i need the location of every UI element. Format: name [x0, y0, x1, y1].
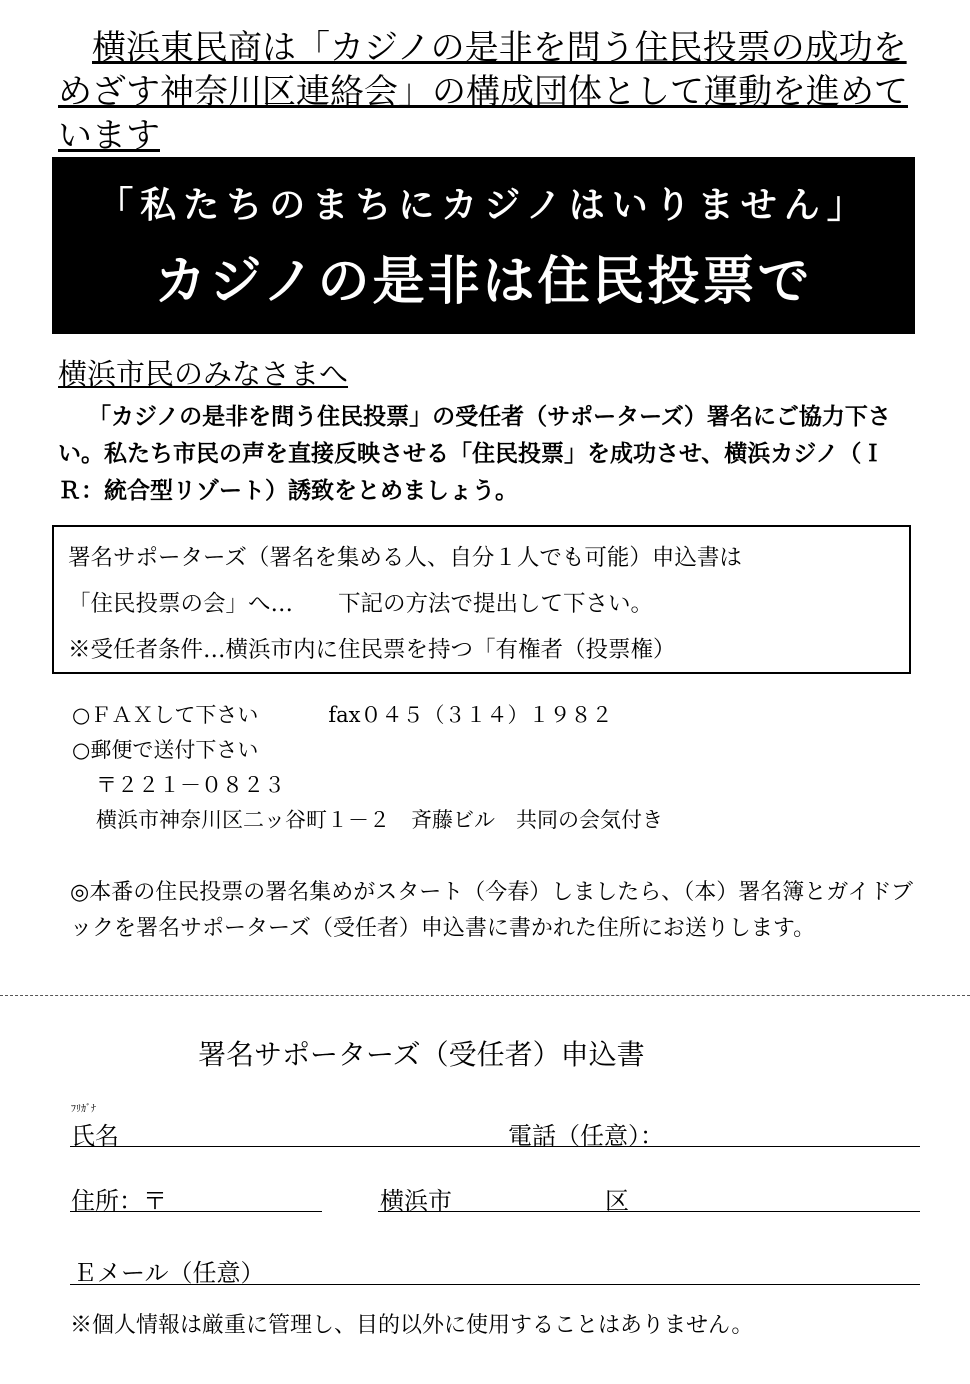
- banner-title: カジノの是非は住民投票で: [154, 252, 813, 312]
- info-line-1: 署名サポーターズ（署名を集める人、自分１人でも可能）申込書は: [68, 545, 742, 571]
- address-label: 住所：〒: [71, 1187, 167, 1215]
- submission-methods: [72, 698, 912, 838]
- address-field-line[interactable]: [378, 1211, 920, 1212]
- notice-paragraph: ◎本番の住民投票の署名集めがスタート（今春）しましたら、（本）署名簿とガイドブックを署名サポーターズ（受任者）申込書に書かれた住所にお送りします。: [70, 880, 913, 941]
- postal-code-field-line[interactable]: [70, 1211, 322, 1212]
- info-line-2: 「住民投票の会」へ… 下記の方法で提出して下さい。: [68, 591, 654, 617]
- headline: 横浜東民商は「カジノの是非を問う住民投票の成功をめざす神奈川区連絡会」の構成団体として運動を進めています: [58, 28, 908, 156]
- email-field-line[interactable]: [70, 1284, 920, 1285]
- privacy-note: ※個人情報は厳重に管理し、目的以外に使用することはありません。: [70, 1313, 754, 1338]
- submission-info-box: [52, 525, 911, 674]
- ward-label: 区: [605, 1187, 629, 1215]
- form-title: 署名サポーターズ（受任者）申込書: [198, 1038, 645, 1071]
- furigana-label: ﾌﾘｶﾞﾅ: [71, 1104, 96, 1115]
- fax-label: ○ＦＡＸして下さい: [72, 703, 259, 727]
- mail-label: ○郵便で送付下さい: [72, 738, 259, 762]
- postal-code: 〒２２１－０８２３: [96, 773, 285, 797]
- name-label: 氏名: [71, 1122, 119, 1150]
- mailing-address: 横浜市神奈川区二ッ谷町１－２ 斉藤ビル 共同の会気付き: [96, 808, 663, 832]
- fax-number: fax０４５（３１４）１９８２: [328, 703, 613, 727]
- fax-row: [72, 698, 912, 733]
- phone-label: 電話（任意）：: [508, 1122, 664, 1150]
- banner-subtitle: 「私たちのまちにカジノはいりません」: [97, 185, 870, 226]
- appeal-paragraph: 「カジノの是非を問う住民投票」の受任者（サポーターズ）署名にご協力下さい。私たち市民の声を直接反映させる「住民投票」を成功させ、横浜カジノ（ＩＲ：統合型リゾート）誘致をとめましょう。: [58, 403, 891, 504]
- slogan-banner: [52, 157, 915, 334]
- info-line-3: ※受任者条件…横浜市内に住民票を持つ「有権者（投票権）: [68, 637, 676, 663]
- greeting-heading: 横浜市民のみなさまへ: [58, 357, 349, 391]
- city-label: 横浜市: [380, 1187, 452, 1215]
- email-label: Ｅメール（任意）: [73, 1259, 265, 1287]
- cut-line: [0, 995, 970, 996]
- name-phone-field-line[interactable]: [70, 1146, 920, 1147]
